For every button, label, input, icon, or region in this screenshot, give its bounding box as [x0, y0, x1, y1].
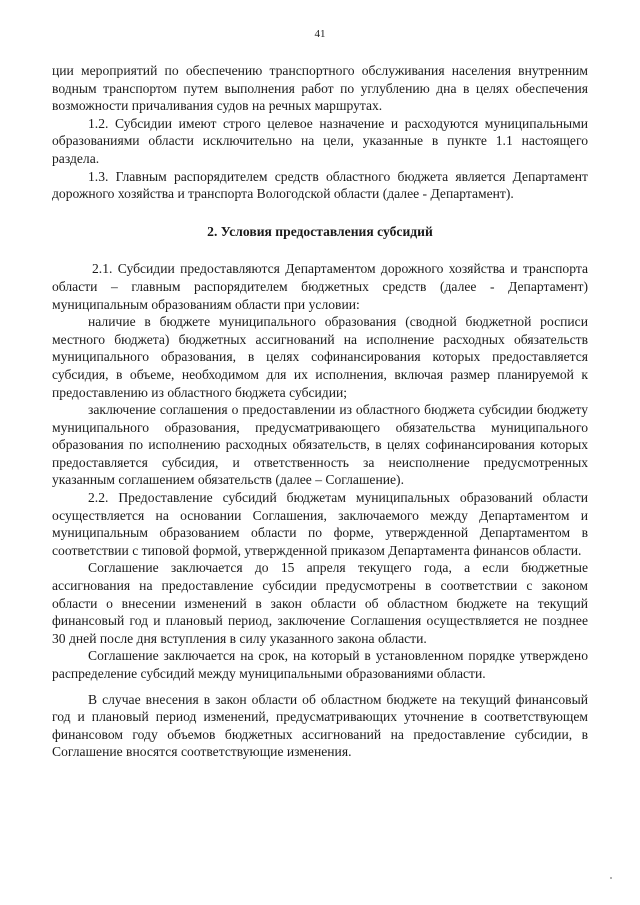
condition-budget-allocation: наличие в бюджете муниципального образования (сводной бюджетной росписи местного бюджета) бюджетных ассигнований на исполнение расходных обязательств муниципального образования, в целях софинансирования которых предоставляется субсидия, в объеме, необходимом для их исполнения, включая размер планируемой к предоставлению из областного бюджета субсидии;: [52, 314, 588, 400]
condition-agreement: заключение соглашения о предоставлении из областного бюджета субсидии бюджету муниципального образования, предусматривающего обязательства муниципального образования по исполнению расходных обязательств, в целях софинансирования которых предоставляется субсидия, и ответственность за неисполнение предусмотренных указанным соглашением обязательств (далее – Соглашение).: [52, 402, 588, 488]
document-body: [52, 62, 588, 761]
section-heading: 2. Условия предоставления субсидий: [207, 223, 433, 239]
paragraph-continuation: ции мероприятий по обеспечению транспортного обслуживания населения внутренним водным транспортом путем выполнения работ по углублению дна в целях обеспечения возможности причаливания судов на речных маршрутах.: [52, 63, 588, 114]
page-number: 41: [314, 28, 326, 40]
paragraph-agreement-deadline: Соглашение заключается до 15 апреля текущего года, а если бюджетные ассигнования на предоставление субсидии предусмотрены в соответствии с законом области о внесении изменений в закон области об областном бюджете на текущий финансовый год и плановый период, заключение Соглашения осуществляется не позднее 30 дней после дня вступления в силу указанного закона области.: [52, 560, 588, 646]
paragraph-1-3: 1.3. Главным распорядителем средств областного бюджета является Департамент дорожного хозяйства и транспорта Вологодской области (далее - Департамент).: [52, 168, 588, 202]
scan-speck: [610, 877, 612, 879]
paragraph-agreement-changes: В случае внесения в закон области об областном бюджете на текущий финансовый год и плановый период изменений, предусматривающих уточнение в соответствующем финансовом году объемов бюджетных ассигнований на предоставление субсидии, в Соглашение вносятся соответствующие изменения.: [52, 691, 588, 760]
paragraph-2-1: 2.1. Субсидии предоставляются Департаментом дорожного хозяйства и транспорта области – главным распорядителем бюджетных средств (далее - Департамент) муниципальным образованиям области при условии:: [52, 261, 588, 312]
paragraph-agreement-term: Соглашение заключается на срок, на который в установленном порядке утверждено распределение субсидий между муниципальными образованиями области.: [52, 648, 588, 681]
paragraph-2-2: 2.2. Предоставление субсидий бюджетам муниципальных образований области осуществляется на основании Соглашения, заключаемого между Департаментом и муниципальным образованием области по форме, утвержденной Департаментом в соответствии с типовой формой, утвержденной приказом Департамента финансов области.: [52, 490, 588, 558]
paragraph-1-2: 1.2. Субсидии имеют строго целевое назначение и расходуются муниципальными образованиями области исключительно на цели, указанные в пункте 1.1 настоящего раздела.: [52, 115, 588, 166]
